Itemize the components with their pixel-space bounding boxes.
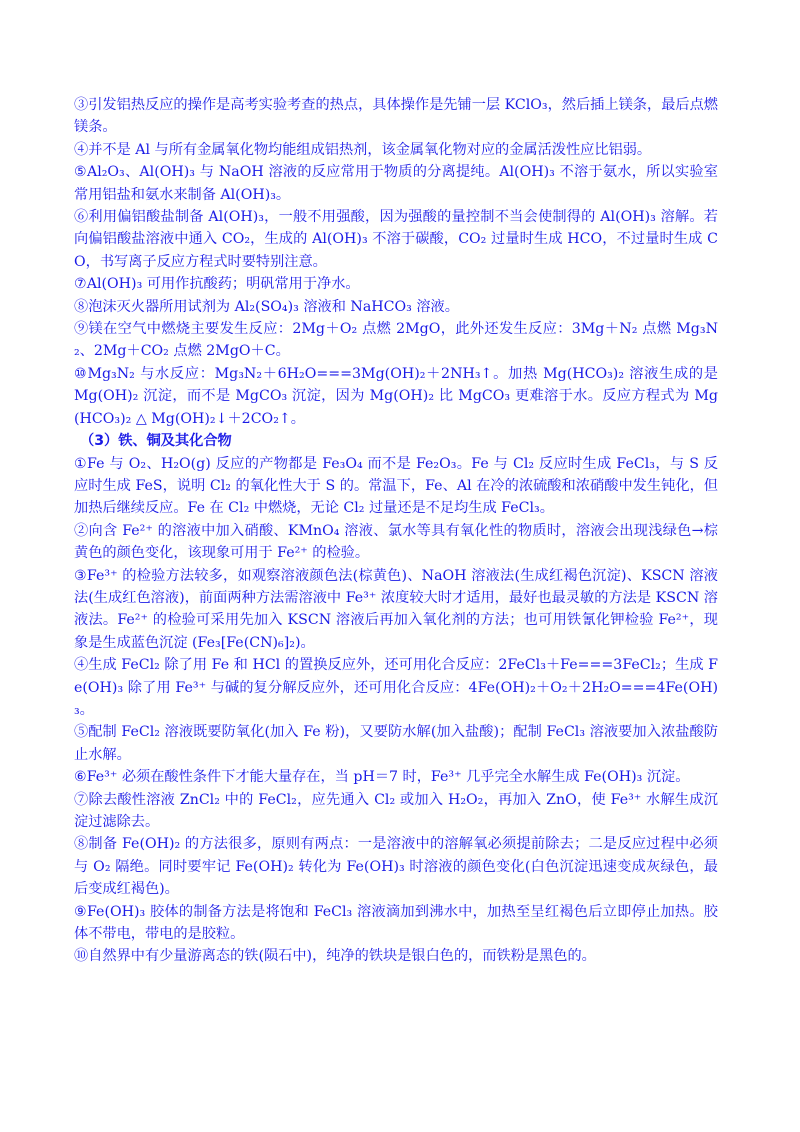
- section-heading-iron-copper: （3）铁、铜及其化合物: [80, 433, 232, 450]
- item-fecl2-formation: ④生成 FeCl₂ 除了用 Fe 和 HCl 的置换反应外，还可用化合反应：2FeCl₃＋Fe===3FeCl₂；生成 Fe(OH)₃ 除了用 Fe³⁺ 与碱的复分解反应外，还可用化合反应：4Fe(OH)₂＋O₂＋2H₂O===4Fe(OH)₃。: [74, 657, 718, 718]
- item-remove-fecl2: ⑦除去酸性溶液 ZnCl₂ 中的 FeCl₂，应先通入 Cl₂ 或加入 H₂O₂，再加入 ZnO，使 Fe³⁺ 水解生成沉淀过滤除去。: [74, 791, 718, 830]
- item-solution-preparation: ⑤配制 FeCl₂ 溶液既要防氧化(加入 Fe 粉)，又要防水解(加入盐酸)；配制 FeCl₃ 溶液要加入浓盐酸防止水解。: [74, 724, 718, 763]
- item-antacid: ⑦Al(OH)₃ 可用作抗酸药；明矾常用于净水。: [74, 276, 360, 293]
- item-aluminate-preparation: ⑥利用偏铝酸盐制备 Al(OH)₃，一般不用强酸，因为强酸的量控制不当会使制得的 Al(OH)₃ 溶解。若向偏铝酸盐溶液中通入 CO₂，生成的 Al(OH)₃ 不溶于碳酸，CO₂ 过量时生成 HCO，不过量时生成 CO，书写离子反应方程式时要特别注意。: [74, 209, 718, 270]
- item-ferric-acid-condition: ⑥Fe³⁺ 必须在酸性条件下才能大量存在，当 pH＝7 时，Fe³⁺ 几乎完全水解生成 Fe(OH)₃ 沉淀。: [74, 769, 690, 786]
- item-ferric-detection: ③Fe³⁺ 的检验方法较多，如观察溶液颜色法(棕黄色)、NaOH 溶液法(生成红褐色沉淀)、KSCN 溶液法(生成红色溶液)，前面两种方法需溶液中 Fe³⁺ 浓度较大时才适用，最好也最灵敏的方法是 KSCN 溶液法。Fe²⁺ 的检验可采用先加入 KSCN 溶液后再加入氧化剂的方法；也可用铁氰化钾检验 Fe²⁺，现象是生成蓝色沉淀 (Fe₃[Fe(CN)₆]₂)。: [74, 567, 718, 651]
- item-alumina-naoh: ⑤Al₂O₃、Al(OH)₃ 与 NaOH 溶液的反应常用于物质的分离提纯。Al(OH)₃ 不溶于氨水，所以实验室常用铝盐和氨水来制备 Al(OH)₃。: [74, 164, 718, 203]
- item-thermite-condition: ④并不是 Al 与所有金属氧化物均能组成铝热剂，该金属氧化物对应的金属活泼性应比铝弱。: [74, 141, 652, 158]
- item-ferrous-detection: ②向含 Fe²⁺ 的溶液中加入硝酸、KMnO₄ 溶液、氯水等具有氧化性的物质时，溶液会出现浅绿色→棕黄色的颜色变化，该现象可用于 Fe²⁺ 的检验。: [74, 522, 718, 562]
- item-foam-extinguisher: ⑧泡沫灭火器所用试剂为 Al₂(SO₄)₃ 溶液和 NaHCO₃ 溶液。: [74, 298, 459, 315]
- item-iron-reactions: ①Fe 与 O₂、H₂O(g) 反应的产物都是 Fe₃O₄ 而不是 Fe₂O₃。Fe 与 Cl₂ 反应时生成 FeCl₃，与 S 反应时生成 FeS，说明 Cl₂ 的氧化性大于 S 的。常温下，Fe、Al 在冷的浓硫酸和浓硝酸中发生钝化，但加热后继续反应。Fe 在 Cl₂ 中燃烧，无论 Cl₂ 过量还是不足均生成 FeCl₃。: [74, 455, 718, 517]
- item-aluminothermic-operation: ③引发铝热反应的操作是高考实验考查的热点，具体操作是先铺一层 KClO₃，然后插上镁条，最后点燃镁条。: [74, 97, 718, 136]
- item-colloid-prep: ⑨Fe(OH)₃ 胶体的制备方法是将饱和 FeCl₃ 溶液滴加到沸水中，加热至呈红褐色后立即停止加热。胶体不带电，带电的是胶粒。: [74, 903, 718, 943]
- item-ferrous-hydroxide-prep: ⑧制备 Fe(OH)₂ 的方法很多，原则有两点：一是溶液中的溶解氧必须提前除去；二是反应过程中必须与 O₂ 隔绝。同时要牢记 Fe(OH)₂ 转化为 Fe(OH)₃ 时溶液的颜色变化(白色沉淀迅速变成灰绿色，最后变成红褐色)。: [74, 836, 718, 898]
- item-native-iron: ⑩自然界中有少量游离态的铁(陨石中)，纯净的铁块是银白色的，而铁粉是黑色的。: [74, 948, 596, 965]
- item-magnesium-burning: ⑨镁在空气中燃烧主要发生反应：2Mg＋O₂ 点燃 2MgO，此外还发生反应：3Mg＋N₂ 点燃 Mg₃N₂、2Mg＋CO₂ 点燃 2MgO＋C。: [74, 321, 718, 360]
- item-magnesium-nitride: ⑩Mg₃N₂ 与水反应：Mg₃N₂＋6H₂O===3Mg(OH)₂＋2NH₃↑。加热 Mg(HCO₃)₂ 溶液生成的是 Mg(OH)₂ 沉淀，而不是 MgCO₃ 沉淀，因为 Mg(OH)₂ 比 MgCO₃ 更难溶于水。反应方程式为 Mg(HCO₃)₂ △ Mg(OH)₂↓＋2CO₂↑。: [74, 365, 718, 427]
